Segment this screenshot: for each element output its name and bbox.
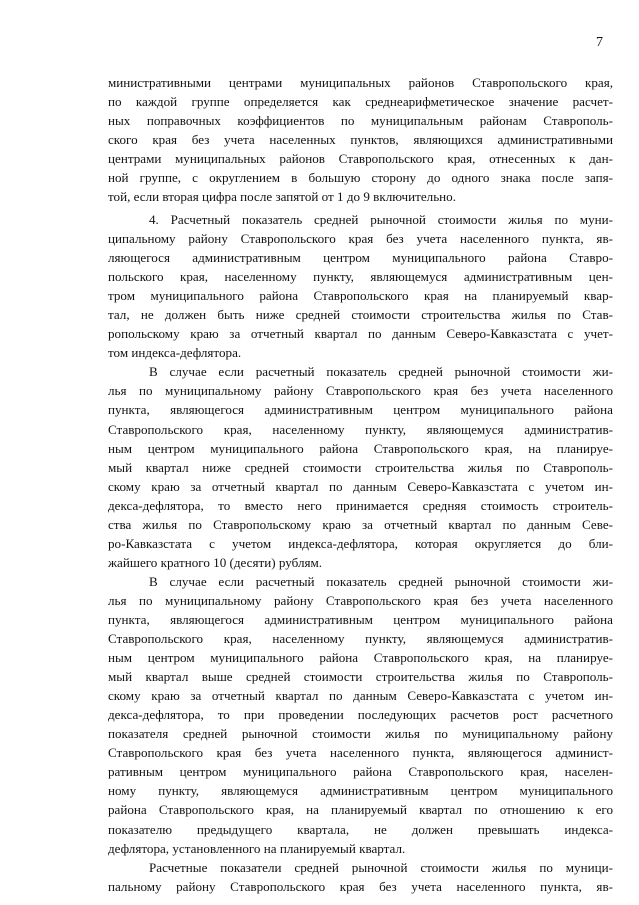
text-line: декса-дефлятора, то вместо него принимается средняя стоимость строитель- — [108, 497, 613, 513]
text-line: ной группе, с округлением в большую сторону до одного знака после запя- — [108, 170, 613, 186]
text-line: ципальному району Ставропольского края без учета населенного пункта, яв- — [108, 231, 613, 247]
text-line: района Ставропольского края, на планируемый квартал по отношению к его — [108, 802, 613, 818]
text-line: скому краю за отчетный квартал по данным Северо-Кавказстата с учетом ин- — [108, 478, 613, 494]
text-line: декса-дефлятора, то при проведении последующих расчетов рост расчетного — [108, 707, 613, 723]
text-line: ляющегося административным центром муниципального района Ставро- — [108, 250, 613, 266]
text-line: министративными центрами муниципальных районов Ставропольского края, — [108, 75, 613, 90]
text-line: пункта, являющегося административным центром муниципального района — [108, 611, 613, 627]
text-line: ро-Кавказстата с учетом индекса-дефлятора, которая округляется до бли- — [108, 535, 613, 551]
text-line: ского края без учета населенных пунктов, являющихся административными — [108, 132, 613, 148]
text-line: ства жилья по Ставропольскому краю за отчетный квартал по данным Севе- — [108, 516, 613, 532]
text-line: дефлятора, установленного на планируемый квартал. — [108, 840, 406, 856]
text-line: пальному району Ставропольского края без учета населенного пункта, яв- — [108, 878, 613, 894]
text-line: мый квартал ниже средней стоимости строительства жилья по Ставрополь- — [108, 459, 613, 475]
text-line: Ставропольского края, населенному пункту, являющемуся административ- — [108, 631, 613, 647]
text-line: том индекса-дефлятора. — [108, 345, 242, 361]
text-line: показателю предыдущего квартала, не должен превышать индекса- — [108, 821, 613, 837]
text-line: Ставропольского края без учета населенного пункта, являющегося админист- — [108, 745, 613, 761]
text-line: 4. Расчетный показатель средней рыночной стоимости жилья по муни- — [149, 212, 613, 227]
text-line: лья по муниципальному району Ставропольского края без учета населенного — [108, 592, 613, 608]
text-line: В случае если расчетный показатель средней рыночной стоимости жи- — [149, 364, 613, 380]
text-line: ным центром муниципального района Ставропольского края, на планируе- — [108, 440, 613, 456]
text-line: показателя средней рыночной стоимости жилья по муниципальному району — [108, 726, 613, 742]
text-line: ропольскому краю за отчетный квартал по данным Северо-Кавказстата с учет- — [108, 326, 613, 342]
text-line: скому краю за отчетный квартал по данным Северо-Кавказстата с учетом ин- — [108, 688, 613, 704]
text-line: польского края, населенному пункту, являющемуся административным цен- — [108, 269, 613, 285]
text-line: ративным центром муниципального района Ставропольского края, населен- — [108, 764, 613, 780]
text-line: ных поправочных коэффициентов по муниципальным районам Ставрополь- — [108, 113, 613, 129]
text-line: центрами муниципальных районов Ставропольского края, отнесенных к дан- — [108, 151, 613, 167]
document-body-continued — [108, 73, 613, 206]
text-line: мый квартал выше средней стоимости строительства жилья по Ставрополь- — [108, 669, 613, 685]
text-line: по каждой группе определяется как среднеарифметическое значение расчет- — [108, 94, 613, 110]
text-line: ному пункту, являющемуся административным центром муниципального — [108, 783, 613, 799]
text-line: ным центром муниципального района Ставропольского края, на планируе- — [108, 650, 613, 666]
text-line: тром муниципального района Ставропольского края на планируемый квар- — [108, 288, 613, 304]
text-line: Расчетные показатели средней рыночной стоимости жилья по муници- — [149, 859, 613, 875]
text-line: В случае если расчетный показатель средней рыночной стоимости жи- — [149, 573, 613, 589]
text-line: тал, не должен быть ниже средней стоимости строительства жилья по Став- — [108, 307, 613, 323]
text-line: жайшего кратного 10 (десяти) рублям. — [108, 554, 323, 570]
text-line: Ставропольского края, населенному пункту, являющемуся административ- — [108, 421, 613, 437]
document-body-section-4 — [108, 210, 613, 896]
text-line: той, если вторая цифра после запятой от 1 до 9 включительно. — [108, 189, 456, 205]
text-line: лья по муниципальному району Ставропольского края без учета населенного — [108, 383, 613, 399]
text-line: пункта, являющегося административным центром муниципального района — [108, 402, 613, 418]
page-number: 7 — [596, 35, 603, 50]
